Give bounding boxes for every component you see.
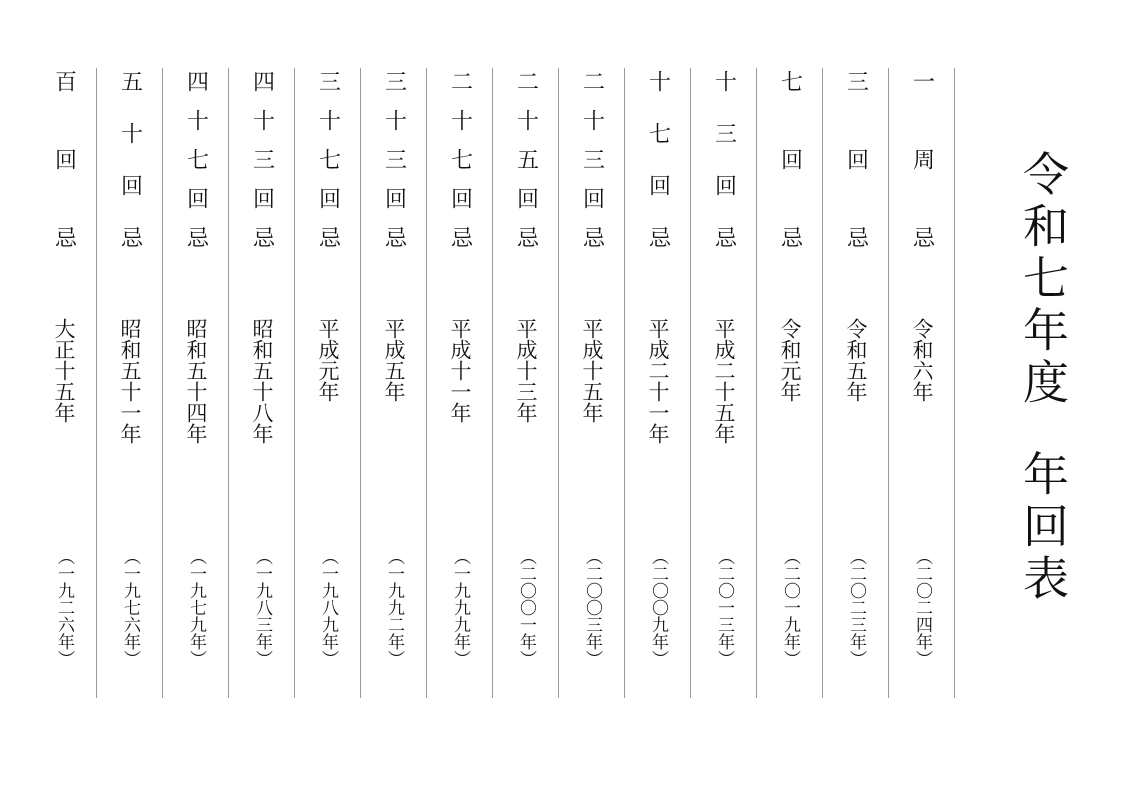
- memorial-column: [823, 68, 889, 698]
- era-year: 昭和五十一年: [118, 318, 142, 444]
- western-year: （二〇二三年）: [846, 548, 866, 667]
- memorial-column: [625, 68, 691, 698]
- western-year: （一九二六年）: [54, 548, 74, 667]
- memorial-name: 三十七回忌: [315, 70, 341, 248]
- memorial-name: 七回忌: [777, 70, 803, 248]
- western-year: （二〇一九年）: [780, 548, 800, 667]
- memorial-column: [427, 68, 493, 698]
- memorial-column: [361, 68, 427, 698]
- memorial-column: [889, 68, 955, 698]
- era-year: 昭和五十八年: [250, 318, 274, 444]
- memorial-column: [31, 68, 97, 698]
- memorial-column: [493, 68, 559, 698]
- memorial-column: [691, 68, 757, 698]
- western-year: （二〇〇九年）: [648, 548, 668, 667]
- memorial-name: 二十七回忌: [447, 70, 473, 248]
- title-sub: 年回表: [1016, 450, 1070, 606]
- memorial-column: [97, 68, 163, 698]
- western-year: （二〇二四年）: [912, 548, 932, 667]
- western-year: （二〇〇一年）: [516, 548, 536, 667]
- era-year: 平成二十五年: [712, 318, 736, 444]
- memorial-name: 一周忌: [909, 70, 935, 248]
- era-year: 昭和五十四年: [184, 318, 208, 444]
- memorial-column: [295, 68, 361, 698]
- western-year: （二〇一三年）: [714, 548, 734, 667]
- western-year: （一九八三年）: [252, 548, 272, 667]
- era-year: 平成五年: [382, 318, 406, 402]
- era-year: 平成二十一年: [646, 318, 670, 444]
- memorial-column: [163, 68, 229, 698]
- era-year: 大正十五年: [52, 318, 76, 423]
- memorial-name: 十三回忌: [711, 70, 737, 248]
- western-year: （一九八九年）: [318, 548, 338, 667]
- memorial-name: 四十三回忌: [249, 70, 275, 248]
- memorial-column: [757, 68, 823, 698]
- era-year: 平成十五年: [580, 318, 604, 423]
- memorial-name: 十七回忌: [645, 70, 671, 248]
- memorial-name: 五十回忌: [117, 70, 143, 248]
- western-year: （一九七六年）: [120, 548, 140, 667]
- era-year: 令和五年: [844, 318, 868, 402]
- memorial-name: 三回忌: [843, 70, 869, 248]
- era-year: 平成元年: [316, 318, 340, 402]
- title-main: 令和七年度: [1016, 150, 1070, 410]
- era-year: 令和六年: [910, 318, 934, 402]
- memorial-name: 二十五回忌: [513, 70, 539, 248]
- era-year: 平成十三年: [514, 318, 538, 423]
- page-title: [1016, 150, 1070, 606]
- western-year: （一九九九年）: [450, 548, 470, 667]
- memorial-name: 二十三回忌: [579, 70, 605, 248]
- memorial-year-table: [31, 68, 955, 698]
- memorial-name: 百回忌: [51, 70, 77, 248]
- era-year: 令和元年: [778, 318, 802, 402]
- western-year: （一九九二年）: [384, 548, 404, 667]
- memorial-name: 三十三回忌: [381, 70, 407, 248]
- western-year: （二〇〇三年）: [582, 548, 602, 667]
- memorial-column: [559, 68, 625, 698]
- era-year: 平成十一年: [448, 318, 472, 423]
- memorial-name: 四十七回忌: [183, 70, 209, 248]
- memorial-column: [229, 68, 295, 698]
- western-year: （一九七九年）: [186, 548, 206, 667]
